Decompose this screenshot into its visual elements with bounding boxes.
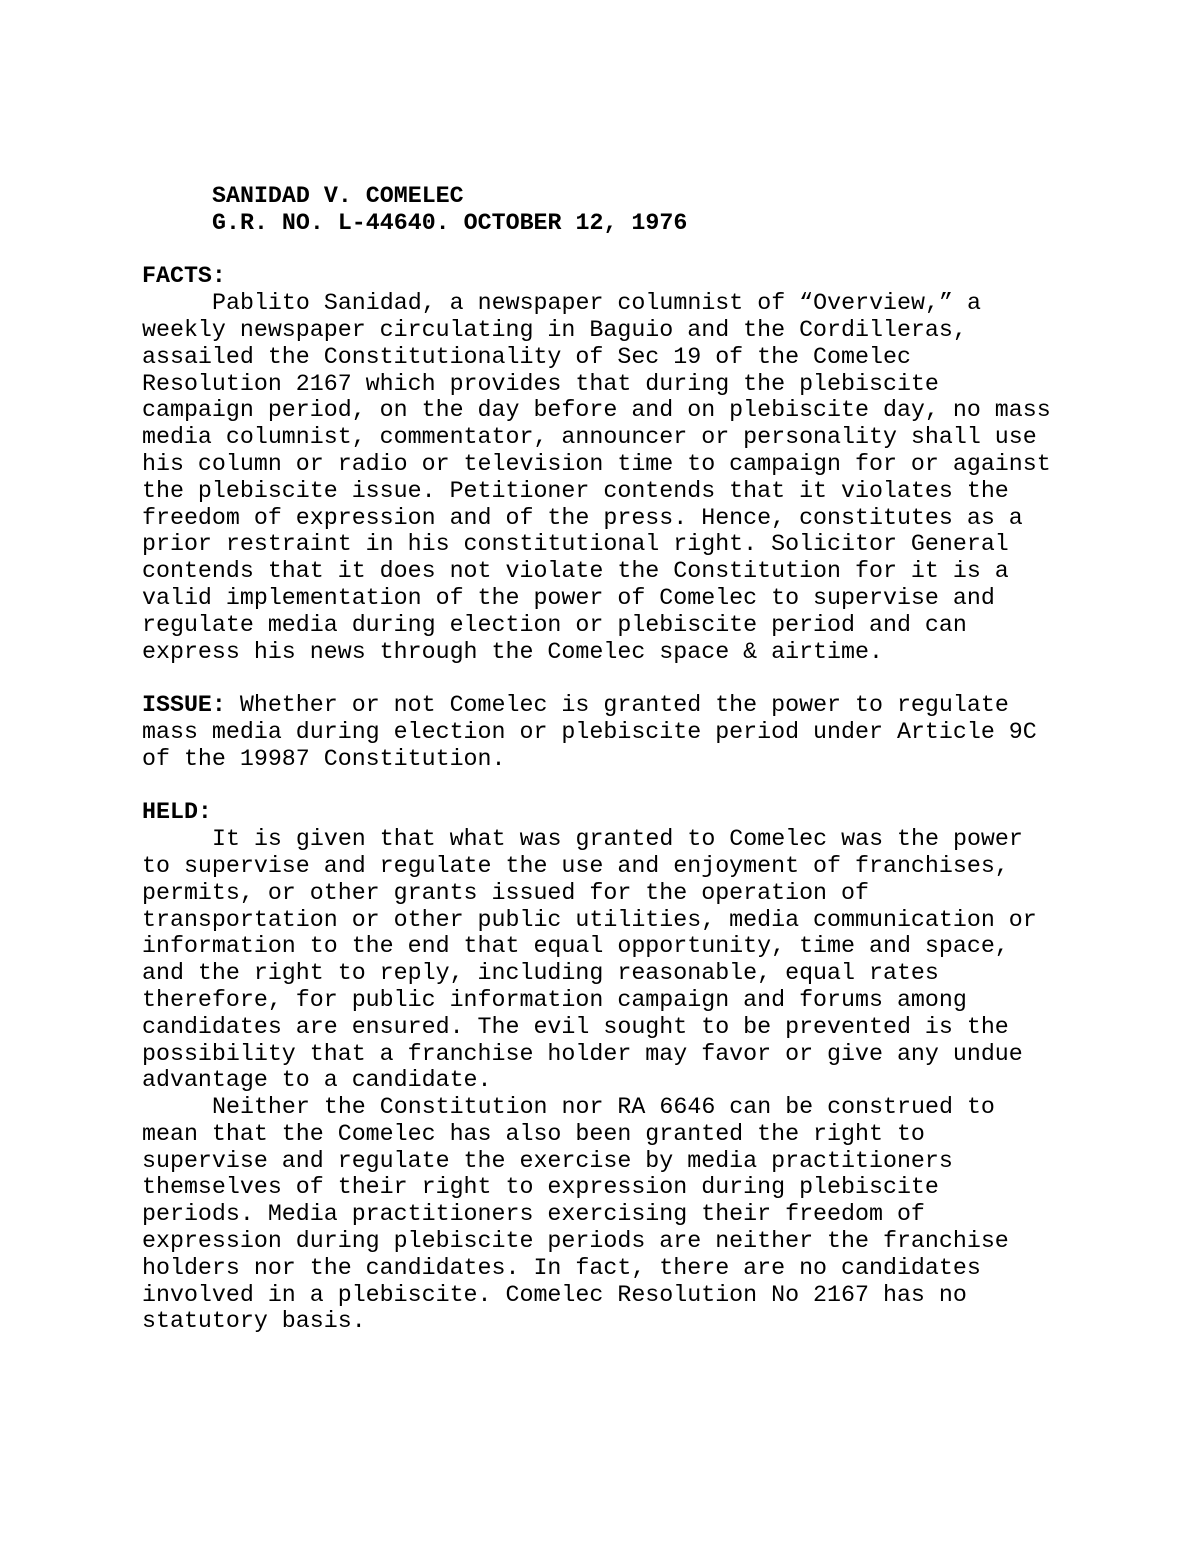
facts-paragraph bbox=[142, 290, 1102, 665]
held-line: involved in a plebiscite. Comelec Resolution No 2167 has no bbox=[142, 1281, 967, 1308]
facts-line: valid implementation of the power of Comelec to supervise and bbox=[142, 584, 995, 611]
case-citation: G.R. NO. L-44640. OCTOBER 12, 1976 bbox=[212, 209, 688, 236]
held-line: to supervise and regulate the use and enjoyment of franchises, bbox=[142, 852, 1009, 879]
facts-line: regulate media during election or plebiscite period and can bbox=[142, 611, 967, 638]
held-line: therefore, for public information campaign and forums among bbox=[142, 986, 967, 1013]
facts-line: his column or radio or television time to campaign for or against bbox=[142, 450, 1051, 477]
held-line: It is given that what was granted to Comelec was the power bbox=[212, 826, 1023, 853]
held-line: themselves of their right to expression during plebiscite bbox=[142, 1174, 939, 1201]
facts-line: the plebiscite issue. Petitioner contends that it violates the bbox=[142, 477, 1009, 504]
spacer bbox=[142, 773, 1102, 800]
facts-line: Resolution 2167 which provides that during the plebiscite bbox=[142, 370, 939, 397]
facts-line: prior restraint in his constitutional right. Solicitor General bbox=[142, 531, 1009, 558]
held-paragraph-1 bbox=[142, 826, 1102, 1094]
issue-heading: ISSUE: bbox=[142, 692, 226, 719]
facts-line: contends that it does not violate the Constitution for it is a bbox=[142, 558, 1009, 585]
issue-line: Whether or not Comelec is granted the power to regulate bbox=[225, 692, 1009, 719]
issue-first-line bbox=[142, 692, 1102, 719]
held-line: permits, or other grants issued for the operation of bbox=[142, 879, 869, 906]
issue-line: mass media during election or plebiscite period under Article 9C bbox=[142, 718, 1037, 745]
facts-line: express his news through the Comelec space & airtime. bbox=[142, 638, 883, 665]
held-line: information to the end that equal opportunity, time and space, bbox=[142, 933, 1009, 960]
spacer bbox=[142, 237, 1102, 264]
facts-line: media columnist, commentator, announcer or personality shall use bbox=[142, 424, 1037, 451]
held-line: transportation or other public utilities, media communication or bbox=[142, 906, 1037, 933]
case-digest bbox=[142, 183, 1102, 1335]
spacer bbox=[142, 665, 1102, 692]
held-line: periods. Media practitioners exercising their freedom of bbox=[142, 1201, 925, 1228]
held-line: mean that the Comelec has also been granted the right to bbox=[142, 1120, 925, 1147]
facts-line: campaign period, on the day before and on plebiscite day, no mass bbox=[142, 397, 1051, 424]
facts-line: Pablito Sanidad, a newspaper columnist of “Overview,” a bbox=[212, 290, 981, 317]
held-paragraph-2 bbox=[142, 1094, 1102, 1335]
held-line: statutory basis. bbox=[142, 1308, 366, 1335]
held-line: expression during plebiscite periods are neither the franchise bbox=[142, 1228, 1009, 1255]
facts-line: weekly newspaper circulating in Baguio and the Cordilleras, bbox=[142, 316, 967, 343]
facts-line: assailed the Constitutionality of Sec 19 of the Comelec bbox=[142, 343, 911, 370]
held-heading: HELD: bbox=[142, 799, 212, 826]
held-line: Neither the Constitution nor RA 6646 can be construed to bbox=[212, 1094, 995, 1121]
issue-line: of the 19987 Constitution. bbox=[142, 745, 506, 772]
facts-line: freedom of expression and of the press. Hence, constitutes as a bbox=[142, 504, 1023, 531]
held-line: possibility that a franchise holder may favor or give any undue bbox=[142, 1040, 1023, 1067]
held-line: and the right to reply, including reasonable, equal rates bbox=[142, 960, 939, 987]
facts-heading: FACTS: bbox=[142, 263, 226, 290]
held-line: supervise and regulate the exercise by media practitioners bbox=[142, 1147, 953, 1174]
case-title: SANIDAD V. COMELEC bbox=[212, 183, 464, 209]
held-line: holders nor the candidates. In fact, there are no candidates bbox=[142, 1254, 981, 1281]
issue-paragraph bbox=[142, 692, 1102, 772]
held-line: advantage to a candidate. bbox=[142, 1067, 492, 1094]
held-line: candidates are ensured. The evil sought to be prevented is the bbox=[142, 1013, 1009, 1040]
